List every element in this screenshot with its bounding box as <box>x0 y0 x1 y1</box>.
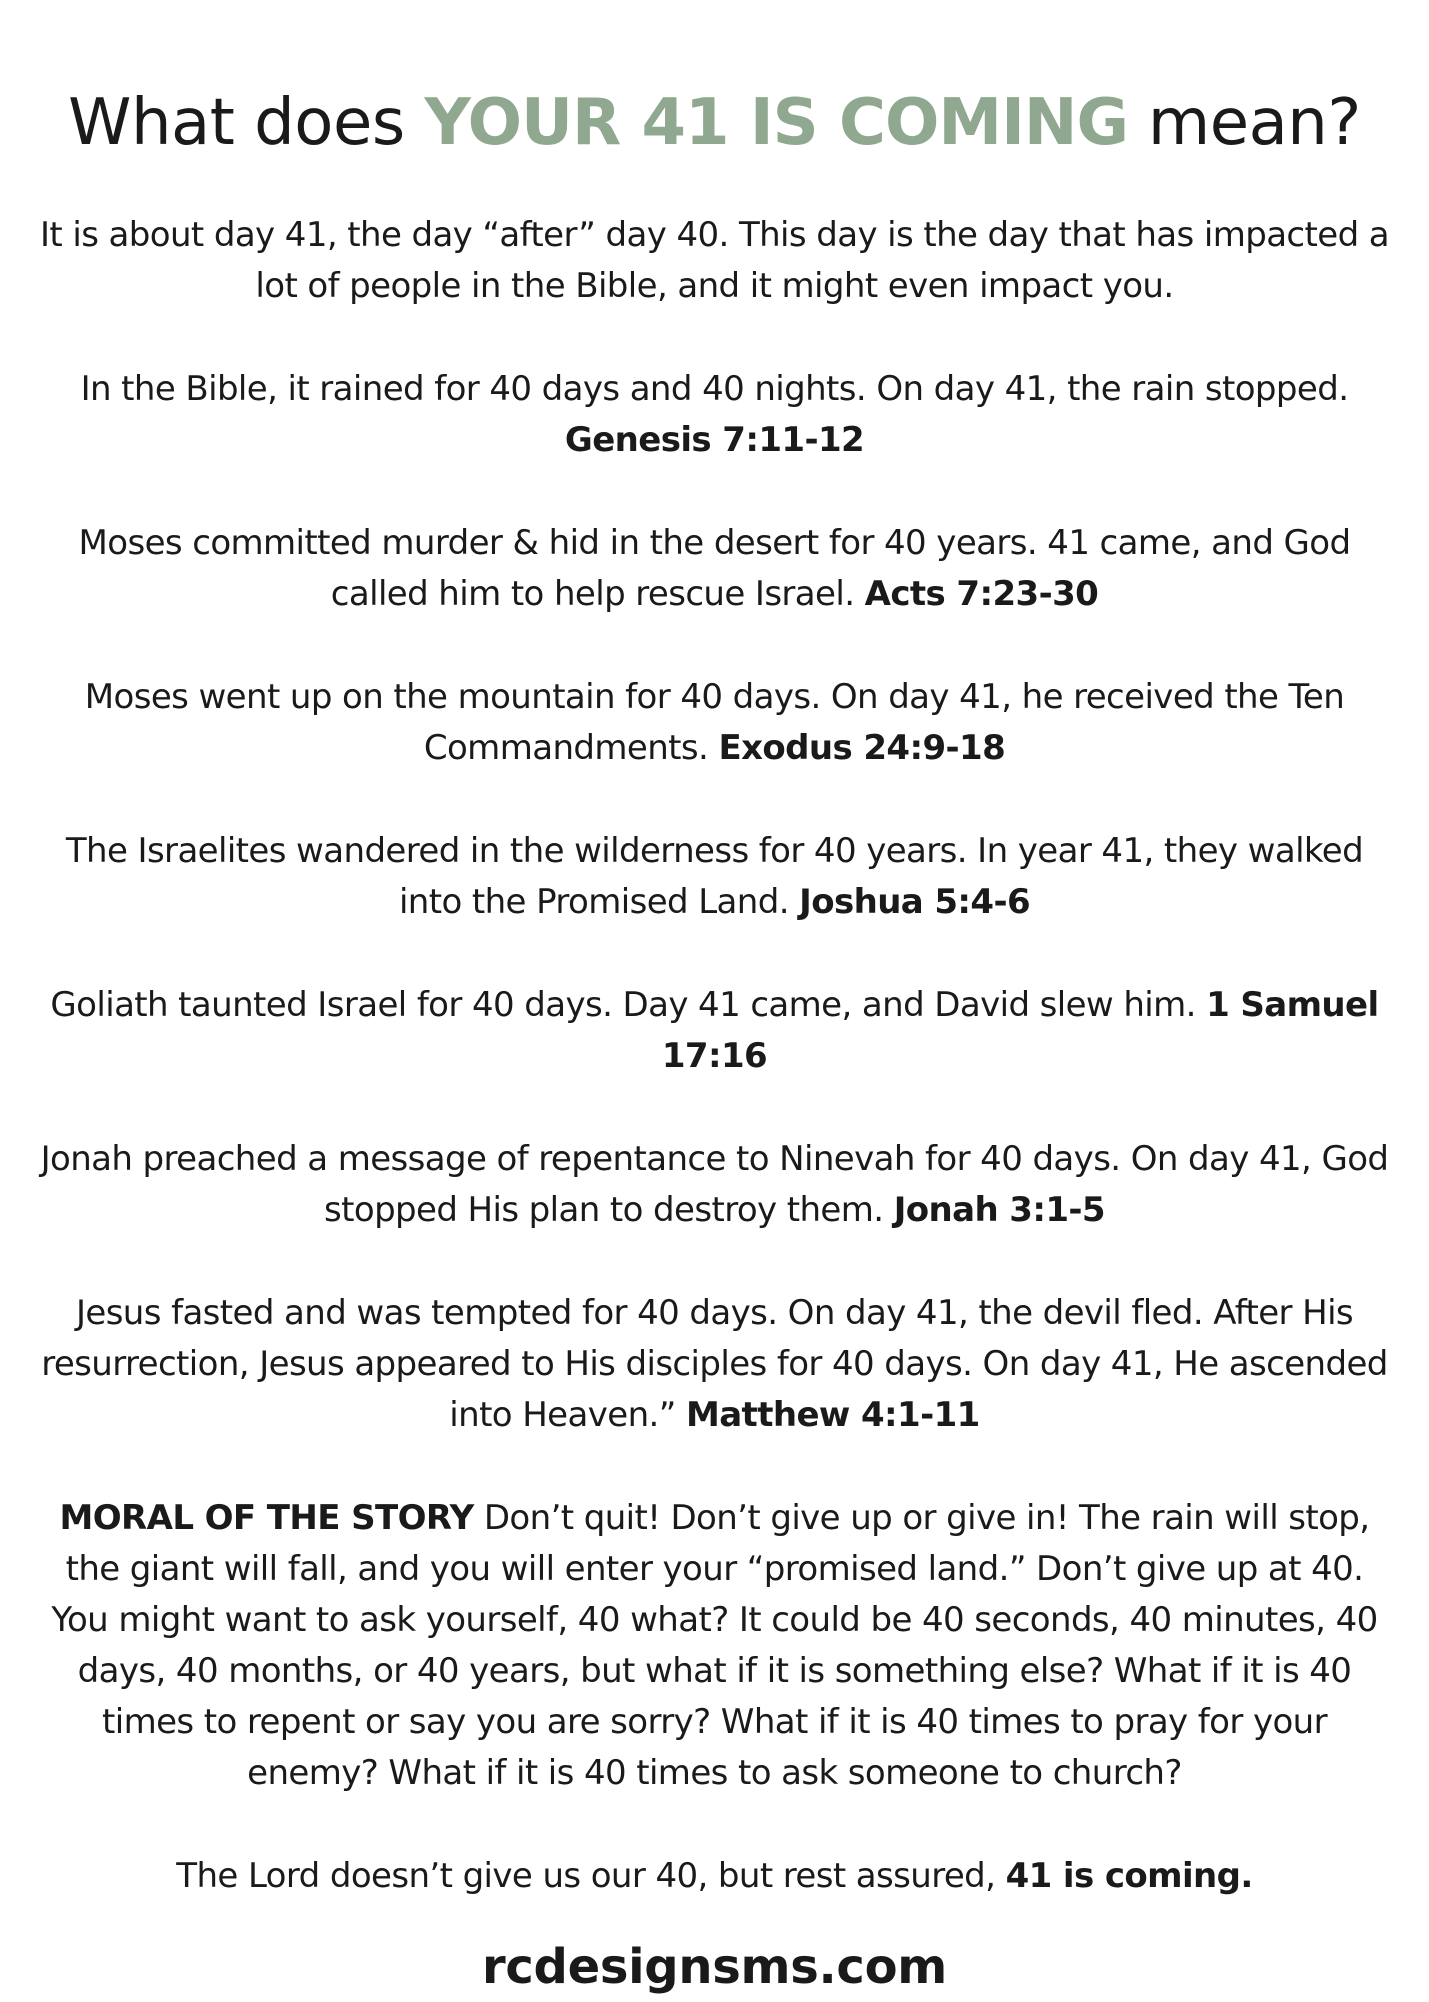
closing-paragraph <box>36 1851 1393 1902</box>
example-jonah <box>36 1134 1393 1236</box>
example-text: Moses went up on the mountain for 40 days. On day 41, he received the Ten Commandments. <box>84 677 1345 768</box>
scripture-reference: Exodus 24:9-18 <box>718 728 1006 768</box>
example-matthew <box>36 1288 1393 1441</box>
title-highlight: YOUR 41 IS COMING <box>424 86 1129 160</box>
scripture-reference: 1 Samuel 17:16 <box>661 985 1379 1076</box>
example-text: Jesus fasted and was tempted for 40 days. On day 41, the devil fled. After His resurrection, Jesus appeared to His disciples for 40 days. On day 41, He ascended into Heaven.” <box>41 1293 1388 1435</box>
closing-emphasis: 41 is coming. <box>1005 1856 1253 1896</box>
example-text: The Israelites wandered in the wilderness for 40 years. In year 41, they walked into the Promised Land. <box>65 831 1364 922</box>
example-text: Jonah preached a message of repentance to Ninevah for 40 days. On day 41, God stopped His plan to destroy them. <box>40 1139 1389 1230</box>
moral-text: Don’t quit! Don’t give up or give in! The rain will stop, the giant will fall, and you will enter your “promised land.” Don’t give up at 40. You might want to ask yourself, 40 what? It could be 40 seconds, 40 minutes, 40 days, 40 months, or 40 years, but what if it is something else? What if it is 40 times to repent or say you are sorry? What if it is 40 times to pray for your enemy? What if it is 40 times to ask someone to church? <box>51 1498 1378 1793</box>
example-acts <box>36 518 1393 620</box>
example-samuel <box>36 980 1393 1082</box>
example-text: Moses committed murder & hid in the desert for 40 years. 41 came, and God called him to help rescue Israel. <box>78 523 1351 614</box>
example-joshua <box>36 826 1393 928</box>
intro-paragraph: It is about day 41, the day “after” day 40. This day is the day that has impacted a lot of people in the Bible, and it might even impact you. <box>40 215 1389 306</box>
example-genesis <box>36 364 1393 466</box>
moral-label: MORAL OF THE STORY <box>59 1498 474 1538</box>
title-suffix: mean? <box>1128 86 1361 160</box>
website-url: rcdesignsms.com <box>482 1939 947 1995</box>
closing-text: The Lord doesn’t give us our 40, but rest assured, <box>176 1856 1006 1896</box>
scripture-reference: Matthew 4:1-11 <box>685 1395 980 1435</box>
page-title <box>36 78 1393 168</box>
example-text: Goliath taunted Israel for 40 days. Day 41 came, and David slew him. <box>50 985 1207 1025</box>
scripture-reference: Acts 7:23-30 <box>864 574 1099 614</box>
example-text: In the Bible, it rained for 40 days and 40 nights. On day 41, the rain stopped. <box>80 369 1349 409</box>
title-prefix: What does <box>68 86 425 160</box>
moral-paragraph <box>36 1493 1393 1799</box>
scripture-reference: Joshua 5:4-6 <box>799 882 1031 922</box>
scripture-reference: Genesis 7:11-12 <box>564 420 865 460</box>
example-exodus <box>36 672 1393 774</box>
scripture-reference: Jonah 3:1-5 <box>893 1190 1105 1230</box>
